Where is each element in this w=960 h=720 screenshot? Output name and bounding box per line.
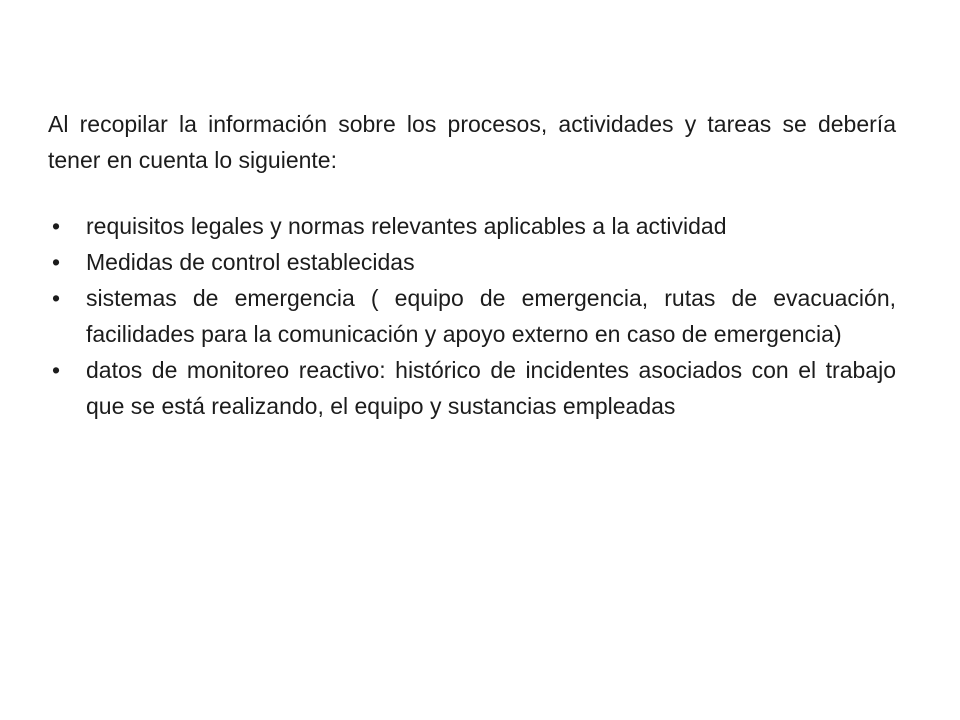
bullet-icon: • [52,249,61,275]
intro-paragraph: Al recopilar la información sobre los procesos, actividades y tareas se debería tener en cuenta lo siguiente: [48,111,896,173]
list-item [48,208,896,244]
list-item-text: sistemas de emergencia ( equipo de emergencia, rutas de evacuación, facilidades para la comunicación y apoyo externo en caso de emergencia) [86,285,896,347]
list-item [48,352,896,424]
bullet-icon: • [52,213,61,239]
list-item-text: Medidas de control establecidas [86,249,415,275]
list-item-text: datos de monitoreo reactivo: histórico de incidentes asociados con el trabajo que se está realizando, el equipo y sustancias empleadas [86,357,896,419]
bullet-icon: • [52,357,61,383]
bullet-list [48,208,896,424]
list-item [48,280,896,352]
bullet-icon: • [52,285,61,311]
list-item [48,244,896,280]
slide-content [48,106,896,424]
list-item-text: requisitos legales y normas relevantes aplicables a la actividad [86,213,727,239]
